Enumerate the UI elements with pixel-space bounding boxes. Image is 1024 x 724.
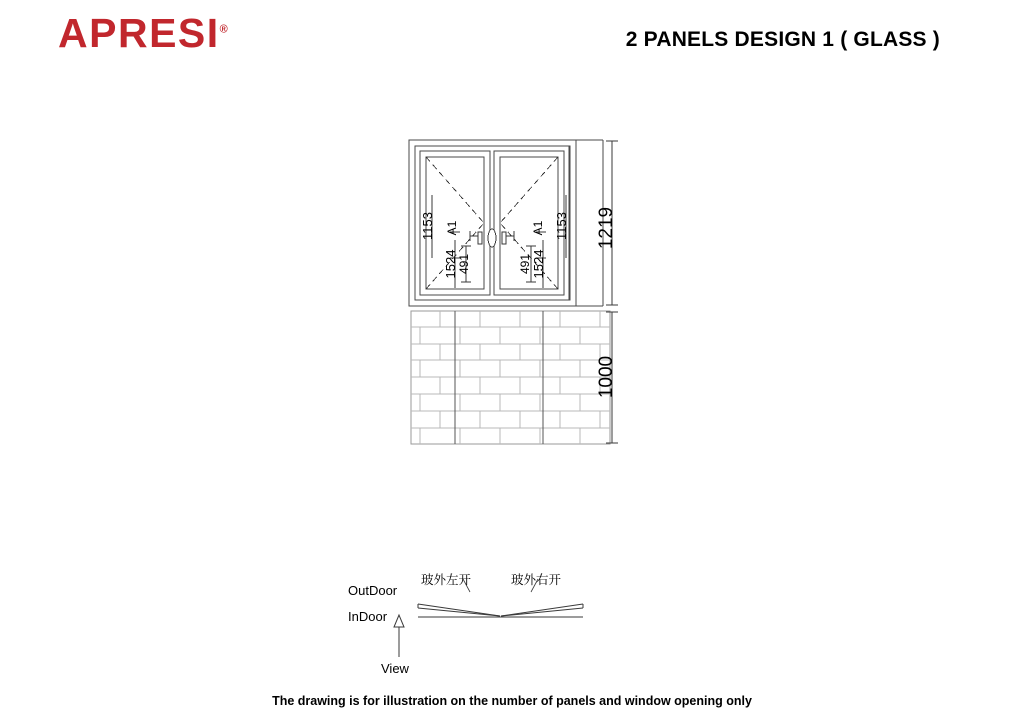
legend-left-open-label: 玻外左开 (421, 573, 472, 587)
dimension-right-panel-sub: 491 (518, 253, 532, 275)
legend-indoor-label: InDoor (348, 609, 388, 624)
dimension-right-panel-height: 1153 (554, 212, 569, 240)
dimension-overall-height: 1219 (596, 206, 617, 250)
legend-right-open-label: 玻外右开 (511, 573, 562, 587)
wall-brickwork (411, 311, 610, 444)
dimension-left-panel-sub: 491 (457, 253, 471, 275)
dimension-right-panel-width: 1524 (531, 249, 546, 279)
window-frame (409, 140, 603, 306)
legend-outdoor-label: OutDoor (348, 583, 398, 598)
dimension-left-panel-width: 1524 (443, 249, 458, 279)
window-handles (470, 229, 514, 247)
dimension-wall-height: 1000 (596, 355, 617, 399)
registered-trademark-icon: ® (219, 23, 228, 36)
dimension-left-panel-height: 1153 (420, 212, 435, 240)
label-left-hinge: A1 (445, 220, 459, 236)
legend-view-label: View (381, 661, 409, 676)
brand-logo-text: APRESI (58, 10, 220, 56)
page-title: 2 PANELS DESIGN 1 ( GLASS ) (625, 28, 940, 51)
footer-note: The drawing is for illustration on the number of panels and window opening only (272, 694, 752, 708)
opening-schematic (394, 579, 583, 657)
label-right-hinge: A1 (531, 220, 545, 236)
